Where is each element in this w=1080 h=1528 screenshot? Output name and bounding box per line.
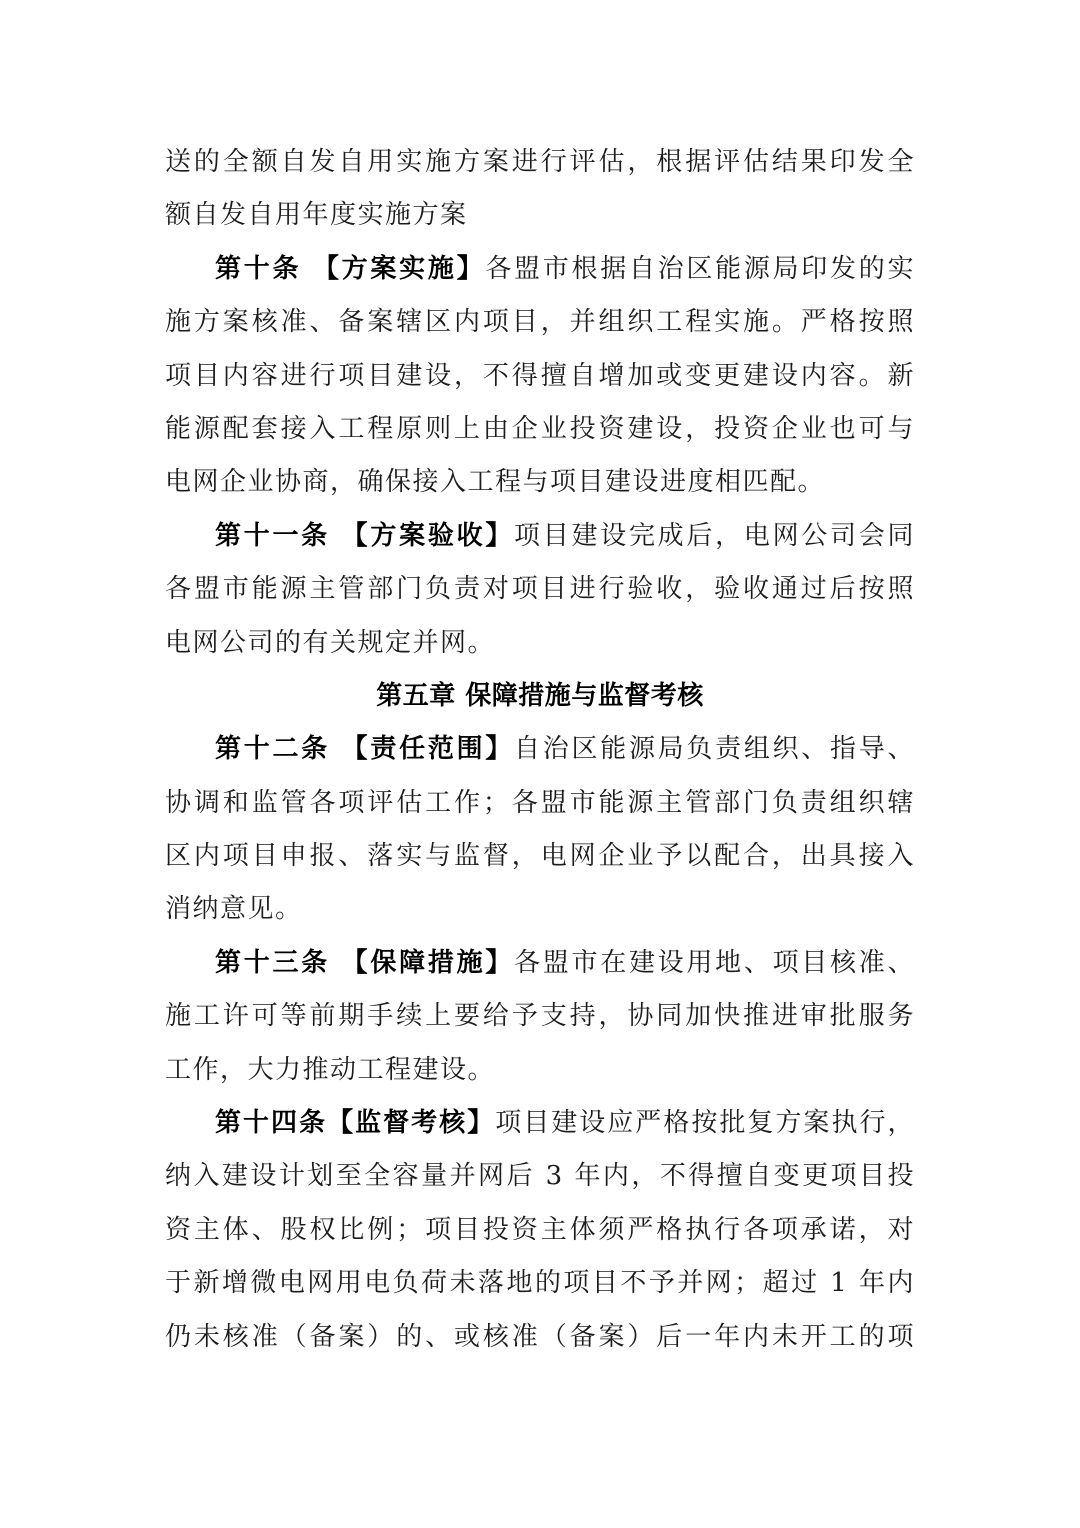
text-line: 送的全额自发自用实施方案进行评估，根据评估结果印发全 [165, 147, 915, 177]
text-line: 能源配套接入工程原则上由企业投资建设，投资企业也可与 [165, 413, 915, 444]
article-14-first-line [165, 1097, 920, 1150]
text-line: 电网企业协商，确保接入工程与项目建设进度相匹配。 [165, 467, 826, 498]
article-11-label: 第十一条 【方案验收】 [215, 520, 515, 551]
text-line: 各盟市能源主管部门负责对项目进行验收，验收通过后按照 [165, 574, 915, 605]
chapter-heading: 第五章 保障措施与监督考核 [376, 680, 704, 711]
text-line: 仍未核准（备案）的、或核准（备案）后一年内未开工的项 [165, 1321, 915, 1352]
article-10-label: 第十条 【方案实施】 [215, 253, 486, 284]
text-line: 消纳意见。 [165, 894, 303, 925]
article-10-text: 各盟市根据自治区能源局印发的实 [485, 253, 915, 284]
article-11-first-line [165, 510, 920, 563]
text-line: 区内项目申报、落实与监督，电网企业予以配合，出具接入 [165, 841, 915, 872]
article-13-label: 第十三条 【保障措施】 [215, 947, 515, 978]
text-line: 纳入建设计划至全容量并网后 3 年内，不得擅自变更项目投 [165, 1161, 915, 1192]
document-body [165, 136, 920, 1364]
article-12-text: 自治区能源局负责组织、指导、 [514, 734, 915, 765]
article-11-text: 项目建设完成后，电网公司会同 [514, 520, 915, 551]
article-14-label: 第十四条【监督考核】 [215, 1108, 496, 1139]
article-12-label: 第十二条 【责任范围】 [215, 734, 515, 765]
article-12-first-line [165, 723, 920, 776]
text-line: 项目内容进行项目建设，不得擅自增加或变更建设内容。新 [165, 360, 915, 391]
text-line: 协调和监管各项评估工作；各盟市能源主管部门负责组织辖 [165, 787, 915, 818]
article-13-text: 各盟市在建设用地、项目核准、 [514, 947, 915, 978]
text-line: 于新增微电网用电负荷未落地的项目不予并网；超过 1 年内 [165, 1268, 915, 1299]
text-line: 施工许可等前期手续上要给予支持，协同加快推进审批服务 [165, 1001, 915, 1032]
article-14-text: 项目建设应严格按批复方案执行， [495, 1108, 915, 1139]
text-line: 施方案核准、备案辖区内项目，并组织工程实施。严格按照 [165, 307, 915, 338]
text-line: 工作，大力推动工程建设。 [165, 1054, 496, 1085]
text-line: 电网公司的有关规定并网。 [165, 627, 496, 658]
text-line: 额自发自用年度实施方案 [165, 200, 468, 231]
article-10-first-line [165, 243, 920, 296]
article-13-first-line [165, 937, 920, 990]
text-line: 资主体、股权比例；项目投资主体须严格执行各项承诺，对 [165, 1214, 915, 1245]
